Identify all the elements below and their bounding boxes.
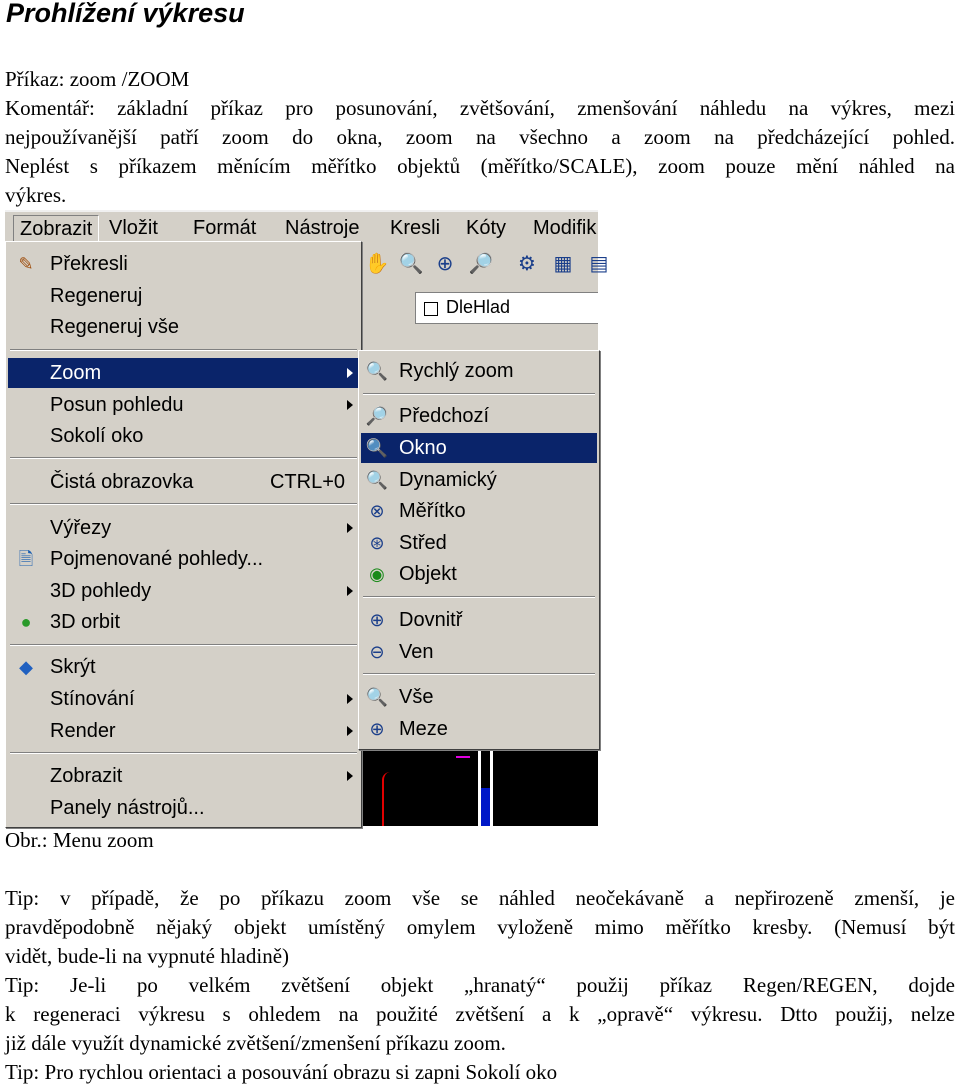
menu-item-pojmenovane-pohledy[interactable]: 🗎 Pojmenované pohledy... — [8, 544, 359, 574]
submenu-arrow-icon — [347, 771, 353, 781]
comment-line-3: Neplést s příkazem měnícím měřítko objektů (měřítko/SCALE), zoom pouze mění náhled na — [5, 154, 955, 178]
tip-line-6: již dále využít dynamické zvětšení/zmenšení příkazu zoom. — [5, 1031, 506, 1055]
submenu-item-dovnitr[interactable]: ⊕ Dovnitř — [361, 605, 597, 635]
zoom-window-icon: 🔍 — [365, 438, 389, 458]
menu-item-skryt[interactable]: ◆ Skrýt — [8, 652, 359, 682]
zoom-window-icon[interactable]: ⊕ — [436, 253, 454, 275]
submenu-item-predchozi[interactable]: 🔎 Předchozí — [365, 405, 490, 427]
menu-item-sokoli-oko[interactable]: Sokolí oko — [50, 425, 144, 447]
submenu-arrow-icon — [347, 368, 353, 378]
pan-icon[interactable]: ✋ — [364, 253, 390, 275]
menubar-item-modifik[interactable]: Modifik — [533, 217, 597, 239]
grid-icon[interactable]: ▦ — [553, 253, 573, 275]
comment-line-2: nejpoužívanější patří zoom do okna, zoom na všechno a zoom na předcházející pohled. — [5, 125, 955, 149]
tip-line-4: Tip: Je-li po velkém zvětšení objekt „hranatý“ použij příkaz Regen/REGEN, dojde — [5, 973, 955, 997]
menu-item-3d-orbit[interactable]: ● 3D orbit — [8, 607, 359, 637]
list-icon[interactable]: ▤ — [589, 253, 609, 275]
tip-line-3: vidět, bude-li na vypnuté hladině) — [5, 944, 290, 968]
menu-item-3d-pohledy[interactable]: 3D pohledy — [8, 576, 359, 606]
tip-line-5: k regeneraci výkresu s ohledem na použité zvětšení a k „opravě“ výkresu. Dtto použij, nelze — [5, 1002, 955, 1026]
menubar-item-vlozit[interactable]: Vložit — [109, 217, 158, 239]
hide-icon: ◆ — [19, 657, 33, 677]
menu-screenshot — [5, 210, 609, 826]
menu-item-regeneruj-vse[interactable]: Regeneruj vše — [50, 316, 179, 338]
zoom-center-icon: ⊛ — [369, 533, 385, 553]
properties-icon[interactable]: ⚙ — [518, 253, 536, 275]
orbit-icon: ● — [20, 612, 32, 632]
drawing-area[interactable] — [360, 748, 598, 826]
menu-item-vyrezy[interactable]: Výřezy — [8, 513, 359, 543]
submenu-item-stred[interactable]: ⊛ Střed — [361, 528, 597, 558]
zoom-out-icon: ⊖ — [369, 642, 385, 662]
menubar-item-format[interactable]: Formát — [193, 217, 257, 239]
menu-item-zobrazit[interactable]: Zobrazit — [8, 761, 359, 791]
zoom-in-icon: ⊕ — [369, 610, 385, 630]
menubar-item-zobrazit[interactable]: Zobrazit — [13, 215, 99, 244]
submenu-item-dynamicky[interactable]: 🔍 Dynamický — [365, 469, 497, 491]
menubar-item-kresli[interactable]: Kresli — [390, 217, 441, 239]
zoom-submenu — [358, 350, 600, 750]
submenu-item-rychly-zoom[interactable]: 🔍 Rychlý zoom — [365, 360, 514, 382]
comment-line-4: výkres. — [5, 183, 67, 207]
menu-item-render[interactable]: Render — [8, 716, 359, 746]
zoom-scale-icon: ⊗ — [369, 501, 385, 521]
zoom-realtime-icon[interactable]: 🔍 — [398, 253, 424, 275]
menubar-item-nastroje[interactable]: Nástroje — [285, 217, 360, 239]
tip-line-1: Tip: v případě, že po příkazu zoom vše se náhled neočekávaně a nepřirozeně zmenší, je — [5, 886, 955, 910]
tip-line-2: pravděpodobně nějaký objekt umístěný omylem vyloženě mimo měřítko kresby. (Nemusí být — [5, 915, 955, 939]
zoom-realtime-icon: 🔍 — [365, 361, 389, 381]
layer-combo-value: DleHlad — [446, 297, 511, 317]
menu-item-zoom[interactable]: Zoom — [8, 358, 359, 388]
zoom-dynamic-icon: 🔍 — [365, 470, 389, 490]
menu-bar — [5, 210, 598, 242]
submenu-item-ven[interactable]: ⊖ Ven — [361, 637, 597, 667]
layer-combo[interactable] — [415, 292, 598, 324]
submenu-item-objekt[interactable]: ◉ Objekt — [361, 559, 597, 589]
layer-checkbox[interactable] — [424, 302, 438, 316]
menubar-item-koty[interactable]: Kóty — [466, 217, 507, 239]
menu-item-stinovani[interactable]: Stínování — [8, 684, 359, 714]
submenu-item-meze[interactable]: ⊕ Meze — [361, 714, 597, 744]
view-menu — [5, 241, 362, 828]
zoom-extents-icon: ⊕ — [369, 719, 385, 739]
menu-item-prekresli[interactable]: ✎ Překresli — [8, 249, 359, 279]
command-line-text: Příkaz: zoom /ZOOM — [5, 67, 190, 91]
named-views-icon: 🗎 — [18, 549, 34, 569]
menu-item-posun-pohledu[interactable]: Posun pohledu — [8, 390, 359, 420]
submenu-item-meritko[interactable]: ⊗ Měřítko — [361, 496, 597, 526]
submenu-arrow-icon — [347, 726, 353, 736]
document-title: Prohlížení výkresu — [6, 0, 245, 28]
figure-caption: Obr.: Menu zoom — [5, 828, 154, 852]
submenu-arrow-icon — [347, 523, 353, 533]
zoom-previous-icon[interactable]: 🔎 — [468, 253, 494, 275]
pencil-icon: ✎ — [18, 254, 34, 274]
menu-item-regeneruj[interactable]: Regeneruj — [50, 285, 143, 307]
zoom-object-icon: ◉ — [369, 564, 385, 584]
submenu-arrow-icon — [347, 694, 353, 704]
submenu-item-vse[interactable]: 🔍 Vše — [365, 686, 434, 708]
menu-item-panely-nastroju[interactable]: Panely nástrojů... — [50, 797, 205, 819]
menu-item-cista-obrazovka[interactable]: Čistá obrazovka CTRL+0 — [50, 471, 345, 493]
submenu-arrow-icon — [347, 400, 353, 410]
comment-line-1: Komentář: základní příkaz pro posunování, zvětšování, zmenšování náhledu na výkres, mezi — [5, 96, 955, 120]
submenu-arrow-icon — [347, 586, 353, 596]
tip-line-7: Tip: Pro rychlou orientaci a posouvání obrazu si zapni Sokolí oko — [5, 1060, 558, 1084]
submenu-item-okno[interactable]: 🔍 Okno — [361, 433, 597, 463]
zoom-toolbar — [363, 250, 609, 284]
zoom-all-icon: 🔍 — [365, 687, 389, 707]
zoom-previous-icon: 🔎 — [365, 406, 389, 426]
